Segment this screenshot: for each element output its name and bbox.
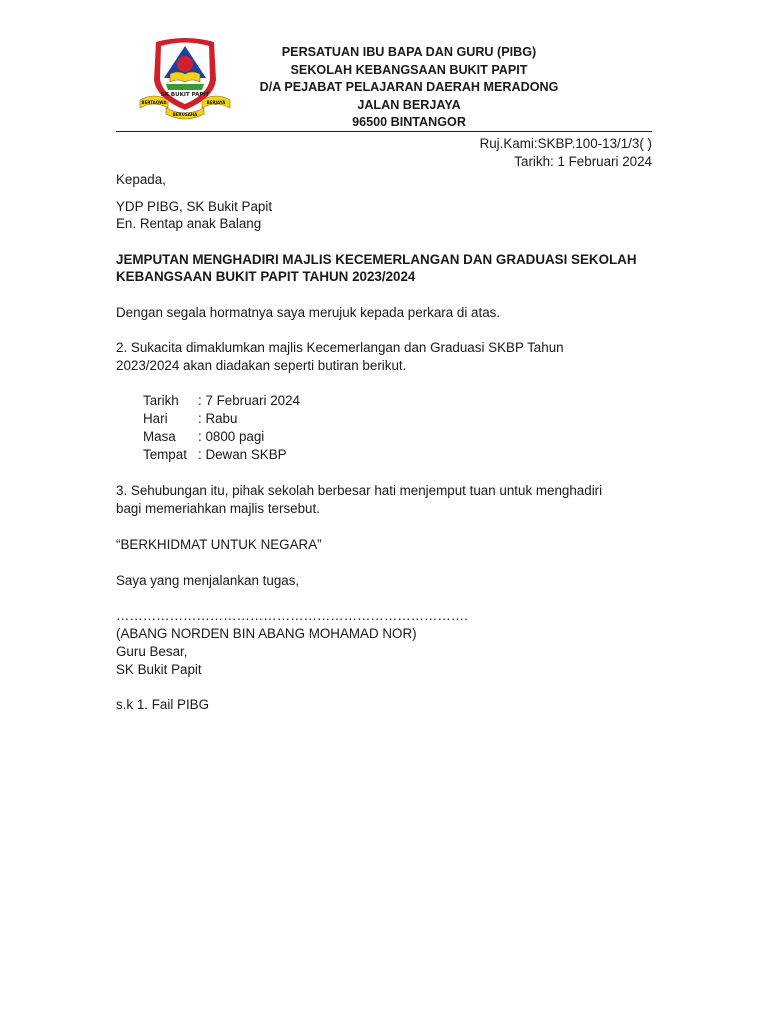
- signatory-name: (ABANG NORDEN BIN ABANG MOHAMAD NOR): [116, 626, 417, 641]
- salutation: Kepada,: [116, 172, 166, 187]
- detail-value: : Dewan SKBP: [198, 447, 287, 462]
- letter-date: Tarikh: 1 Februari 2024: [514, 154, 652, 169]
- paragraph-3-line-2: bagi memeriahkan majlis tersebut.: [116, 501, 320, 516]
- logo-ribbon-top: SK BUKIT PAPIT: [160, 92, 210, 98]
- paragraph-2-line-2: 2023/2024 akan diadakan seperti butiran berikut.: [116, 358, 407, 373]
- signatory-school: SK Bukit Papit: [116, 662, 202, 677]
- closing: Saya yang menjalankan tugas,: [116, 573, 300, 588]
- logo-ribbon-left: BERTAQWA: [141, 100, 167, 105]
- subject-line-1: JEMPUTAN MENGHADIRI MAJLIS KECEMERLANGAN DAN GRADUASI SEKOLAH: [116, 252, 637, 267]
- logo-ribbon-right: BERJAYA: [206, 100, 226, 105]
- header-line-2: SEKOLAH KEBANGSAAN BUKIT PAPIT: [290, 62, 528, 77]
- header-line-3: D/A PEJABAT PELAJARAN DAERAH MERADONG: [259, 80, 559, 94]
- header-divider: [116, 131, 652, 132]
- detail-value: : 0800 pagi: [198, 429, 265, 444]
- paragraph-3-line-1: 3. Sehubungan itu, pihak sekolah berbesar hati menjemput tuan untuk menghadiri: [116, 483, 603, 498]
- detail-row-day: [143, 410, 300, 428]
- detail-value: : Rabu: [198, 411, 238, 426]
- subject-line-2: KEBANGSAAN BUKIT PAPIT TAHUN 2023/2024: [116, 269, 416, 284]
- detail-label: Tarikh: [143, 393, 179, 408]
- reference-number: Ruj.Kami:SKBP.100-13/1/3( ): [479, 136, 652, 151]
- recipient-line-2: En. Rentap anak Balang: [116, 216, 262, 231]
- school-logo: [136, 34, 234, 120]
- detail-label: Tempat: [143, 447, 187, 462]
- header-line-4: JALAN BERJAYA: [357, 97, 461, 112]
- detail-row-date: [143, 392, 300, 410]
- motto: “BERKHIDMAT UNTUK NEGARA”: [116, 537, 322, 552]
- detail-row-time: [143, 428, 300, 446]
- detail-value: : 7 Februari 2024: [198, 393, 300, 408]
- signature-line: …………………………………………………………………….: [116, 608, 468, 623]
- detail-label: Hari: [143, 411, 168, 426]
- letterhead: [250, 44, 568, 129]
- paragraph-2-line-1: 2. Sukacita dimaklumkan majlis Kecemerlangan dan Graduasi SKBP Tahun: [116, 340, 564, 355]
- recipient-line-1: YDP PIBG, SK Bukit Papit: [116, 199, 273, 214]
- opening-paragraph: Dengan segala hormatnya saya merujuk kepada perkara di atas.: [116, 305, 501, 320]
- detail-label: Masa: [143, 429, 176, 444]
- header-line-1: PERSATUAN IBU BAPA DAN GURU (PIBG): [281, 45, 537, 59]
- carbon-copy: s.k 1. Fail PIBG: [116, 697, 210, 712]
- logo-ribbon-bottom: BERUSAHA: [172, 112, 198, 117]
- detail-row-venue: [143, 446, 300, 464]
- header-line-5: 96500 BINTANGOR: [352, 115, 466, 129]
- event-details: [143, 392, 300, 464]
- signatory-position: Guru Besar,: [116, 644, 188, 659]
